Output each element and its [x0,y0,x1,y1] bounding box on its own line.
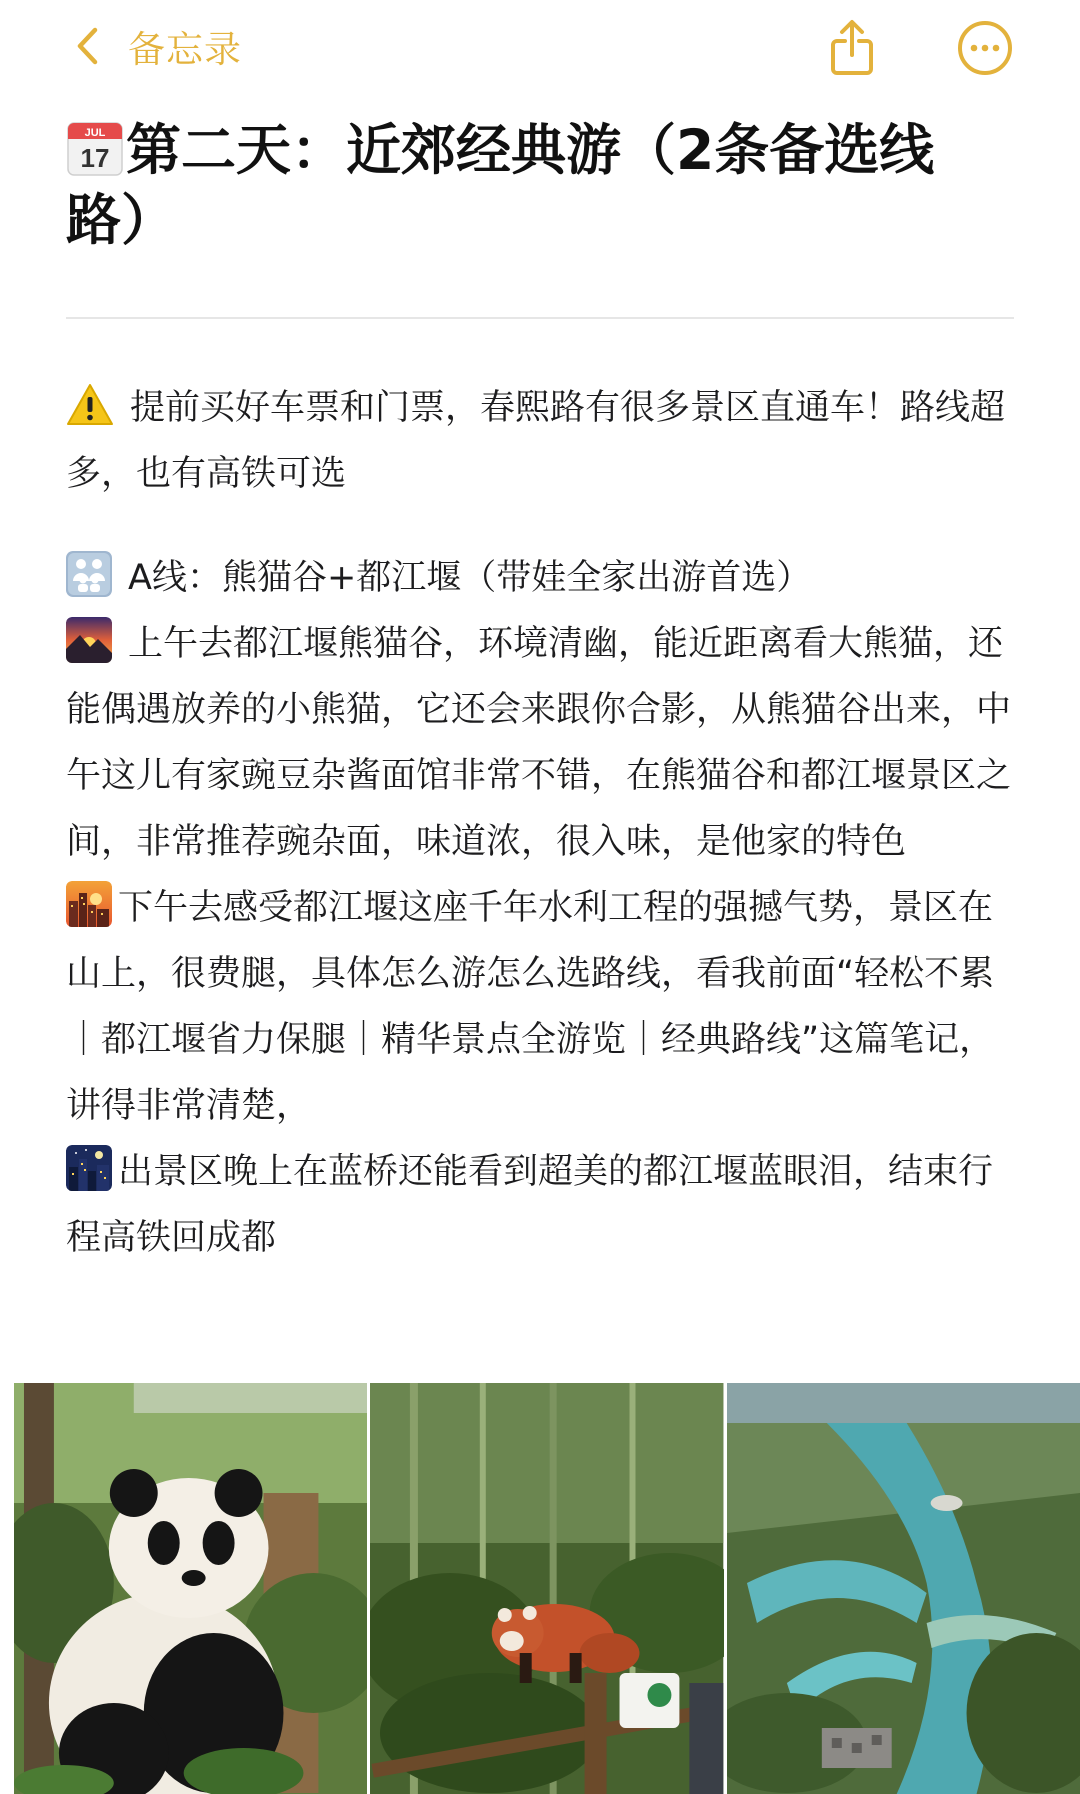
city-sunset-emoji-icon [66,881,112,927]
back-button-label: 备忘录 [128,28,242,71]
photo-strip [14,1383,1080,1794]
photo-red-panda[interactable] [370,1383,723,1794]
chevron-left-icon [76,27,98,65]
family-emoji-icon [66,551,112,597]
calendar-emoji-icon [66,119,124,177]
evening-paragraph [66,1139,1016,1271]
note-title [66,115,1016,255]
evening-text: 出景区晚上在蓝桥还能看到超美的都江堰蓝眼泪，结束行程高铁回成都 [66,1152,994,1258]
navigation-bar [0,0,1080,95]
calendar-month: JUL [84,127,106,139]
line-a-title-text: A线：熊猫谷+都江堰（带娃全家出游首选） [128,558,812,598]
calendar-day: 17 [80,143,110,173]
share-icon [828,19,876,77]
afternoon-paragraph [66,875,1016,1139]
photo-dujiangyan-aerial[interactable] [727,1383,1080,1794]
share-button[interactable] [822,18,882,78]
warning-emoji-icon [66,383,114,427]
morning-paragraph [66,611,1016,875]
night-city-emoji-icon [66,1145,112,1191]
more-circle-icon [957,20,1013,76]
back-button[interactable] [76,18,242,74]
note-body[interactable] [66,375,1016,1271]
line-a-title [66,545,1016,611]
morning-text: 上午去都江堰熊猫谷，环境清幽，能近距离看大熊猫，还能偶遇放养的小熊猫，它还会来跟你合影，从熊猫谷出来，中午这儿有家豌豆杂酱面馆非常不错，在熊猫谷和都江堰景区之间，非常推荐豌杂面，味道浓，很入味，是他家的特色 [66,624,1012,862]
photo-giant-panda[interactable] [14,1383,367,1794]
tip-paragraph [66,375,1016,507]
sunrise-emoji-icon [66,617,112,663]
title-divider [66,317,1014,319]
tip-text: 提前买好车票和门票，春熙路有很多景区直通车！路线超多，也有高铁可选 [66,388,1006,494]
afternoon-text: 下午去感受都江堰这座千年水利工程的强撼气势，景区在山上，很费腿，具体怎么游怎么选路线，看我前面“轻松不累｜都江堰省力保腿｜精华景点全游览｜经典路线”这篇笔记，讲得非常清楚， [66,888,995,1126]
note-title-text: 第二天：近郊经典游（2条备选线路） [66,118,935,252]
more-button[interactable] [955,18,1015,78]
